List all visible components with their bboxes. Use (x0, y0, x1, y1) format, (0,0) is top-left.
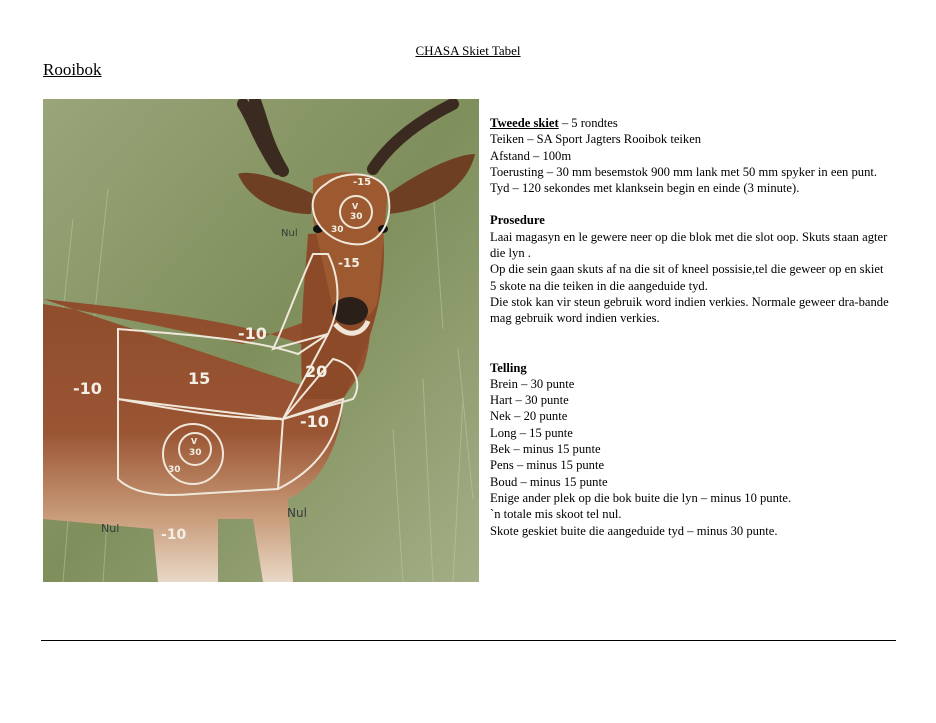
label-heart-v: V (191, 437, 198, 446)
shot-title-line (490, 115, 890, 131)
scoring-line: Boud – minus 15 punte (490, 474, 608, 489)
scoring-line: Brein – 30 punte (490, 376, 575, 391)
label-nul-chest: Nul (101, 522, 120, 535)
scoring-line: Skote geskiet buite die aangeduide tyd – minus 30 punte. (490, 523, 778, 538)
label-leg-minus10: -10 (161, 527, 187, 543)
label-back-minus10: -10 (238, 324, 267, 343)
shot-line: Tyd – 120 sekondes met klanksein begin en einde (3 minute). (490, 181, 800, 196)
label-nul-leg: Nul (287, 506, 307, 520)
scoring-heading: Telling (490, 360, 527, 375)
scoring-line: Enige ander plek op die bok buite die lyn – minus 10 punte. (490, 490, 792, 505)
label-rear-minus10: -10 (73, 379, 102, 398)
scoring-line: Pens – minus 15 punte (490, 458, 605, 473)
shot-line: Afstand – 100m (490, 148, 572, 163)
scoring-line: Nek – 20 punte (490, 409, 568, 424)
label-brain-30: 30 (350, 212, 363, 222)
label-heart-30b: 30 (168, 465, 181, 475)
procedure-heading: Prosedure (490, 213, 545, 228)
animal-title: Rooibok (43, 60, 102, 79)
scoring-line: Bek – minus 15 punte (490, 442, 601, 457)
label-neck-20: 20 (305, 362, 328, 381)
scoring-line: `n totale mis skoot tel nul. (490, 507, 622, 522)
label-heart-30: 30 (189, 448, 202, 458)
label-brain-minus15: -15 (353, 177, 372, 188)
shot-title-suffix: – 5 rondtes (558, 116, 618, 130)
shot-line: Teiken – SA Sport Jagters Rooibok teiken (490, 132, 702, 147)
label-neck-minus15: -15 (338, 256, 360, 270)
impala-target-illustration (43, 99, 479, 582)
document-title: CHASA Skiet Tabel (415, 43, 521, 58)
label-lung-15: 15 (188, 369, 211, 388)
scoring-line: Hart – 30 punte (490, 393, 569, 408)
label-brain-30b: 30 (331, 225, 344, 235)
procedure-line: Die stok kan vir steun gebruik word indien verkies. Normale geweer dra-bande mag gebruik word indien verkies. (490, 294, 889, 326)
scoring-line: Long – 15 punte (490, 425, 573, 440)
shot-title: Tweede skiet (490, 116, 559, 130)
label-brain-v: V (352, 202, 359, 211)
instructions-column (490, 115, 890, 539)
label-chest-minus10: -10 (300, 412, 329, 431)
footer-divider (41, 640, 896, 641)
label-nul-head: Nul (281, 228, 298, 239)
procedure-line: Op die sein gaan skuts af na die sit of kneel possisie,tel die geweer op en skiet 5 skote na die teiken in die aangeduide tyd. (490, 262, 884, 293)
procedure-line: Laai magasyn en le gewere neer op die blok met die slot oop. Skuts staan agter die lyn . (490, 229, 888, 261)
target-photo (43, 99, 479, 582)
shot-line: Toerusting – 30 mm besemstok 900 mm lank met 50 mm spyker in een punt. (490, 164, 878, 179)
